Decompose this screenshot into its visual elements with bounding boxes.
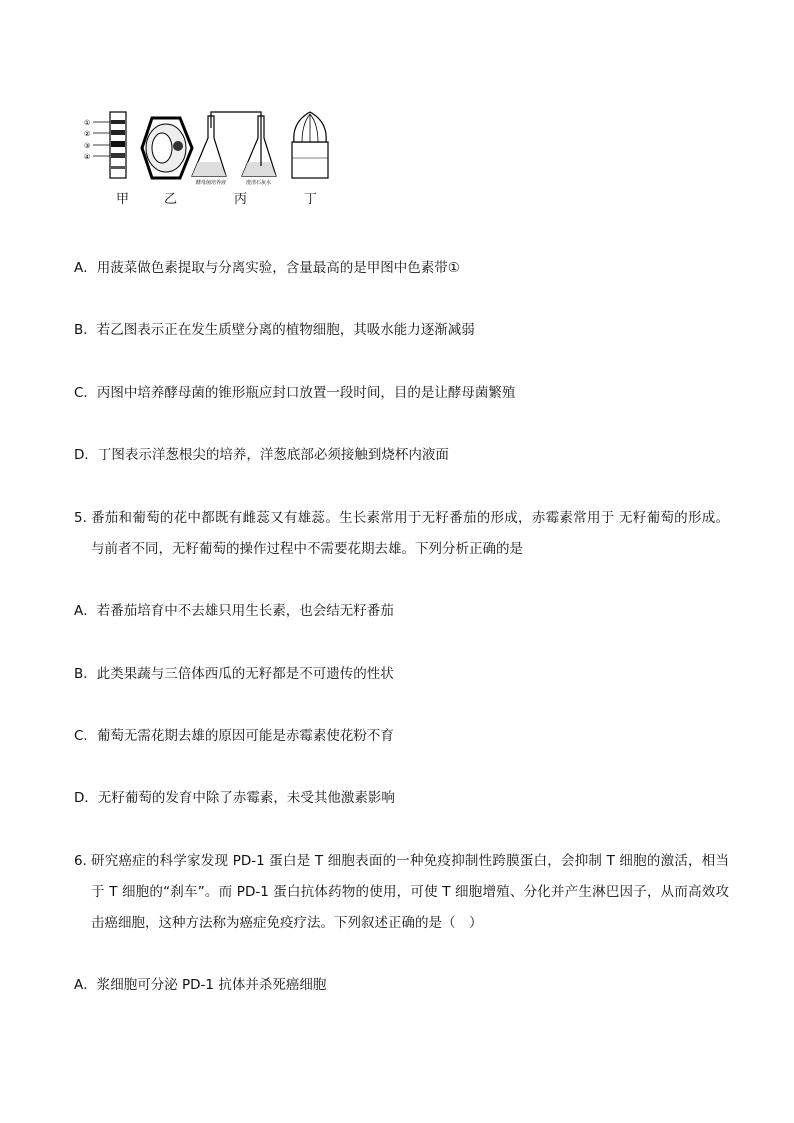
flask-label-yeast: 酵母菌培养液 [196,180,227,186]
q4-option-d: D．丁图表示洋葱根尖的培养，洋葱底部必须接触到烧杯内液面 [74,447,449,463]
q5-option-c: C．葡萄无需花期去雄的原因可能是赤霉素使花粉不育 [74,728,394,744]
question-text: 番茄和葡萄的花中都既有雌蕊又有雄蕊。生长素常用于无籽番茄的形成，赤霉素常用于 无籽葡萄的形成。与前者不同，无籽葡萄的操作过程中不需要花期去雄。下列分析正确的是 [91,510,729,557]
q4-option-a: A．用菠菜做色素提取与分离实验，含量最高的是甲图中色素带① [74,260,460,276]
apparatus-drawing [80,108,350,188]
question-number: 6． [74,853,97,869]
question-5-stem [74,503,729,565]
question-text: 研究癌症的科学家发现 PD-1 蛋白是 T 细胞表面的一种免疫抑制性跨膜蛋白，会抑制 T 细胞的激活，相当于 T 细胞的“刹车”。而 PD-1 蛋白抗体药物的使用，可使 T 细胞增殖、分化并产生淋巴因子，从而高效攻击癌细胞，这种方法称为癌症免疫疗法。下列叙述正确的是（ ） [91,853,729,931]
plant-cell [142,118,192,178]
q5-option-d: D．无籽葡萄的发育中除了赤霉素，未受其他激素影响 [74,790,395,806]
q5-option-a: A．若番茄培育中不去雄只用生长素，也会结无籽番茄 [74,603,394,619]
q4-option-c: C．丙图中培养酵母菌的锥形瓶应封口放置一段时间，目的是让酵母菌繁殖 [74,385,516,401]
marker-3: ③ [84,142,91,150]
marker-2: ② [84,130,91,138]
chromatography-strip [84,112,126,178]
flask-setup [192,112,276,186]
caption-bing: 丙 [234,192,248,207]
question-number: 5． [74,510,97,526]
caption-jia: 甲 [116,192,130,207]
q5-option-b: B．此类果蔬与三倍体西瓜的无籽都是不可遗传的性状 [74,666,394,682]
marker-4: ④ [84,153,91,161]
caption-ding: 丁 [304,192,318,207]
q4-option-b: B．若乙图表示正在发生质壁分离的植物细胞，其吸水能力逐渐减弱 [74,322,475,338]
question-6-stem [74,846,729,939]
onion-beaker [292,112,328,178]
marker-1: ① [84,119,91,127]
caption-yi: 乙 [164,192,178,207]
experiment-figure [80,108,350,208]
q6-option-a: A．浆细胞可分泌 PD-1 抗体并杀死癌细胞 [74,977,327,993]
flask-label-limewater: 澄清石灰水 [246,180,272,186]
